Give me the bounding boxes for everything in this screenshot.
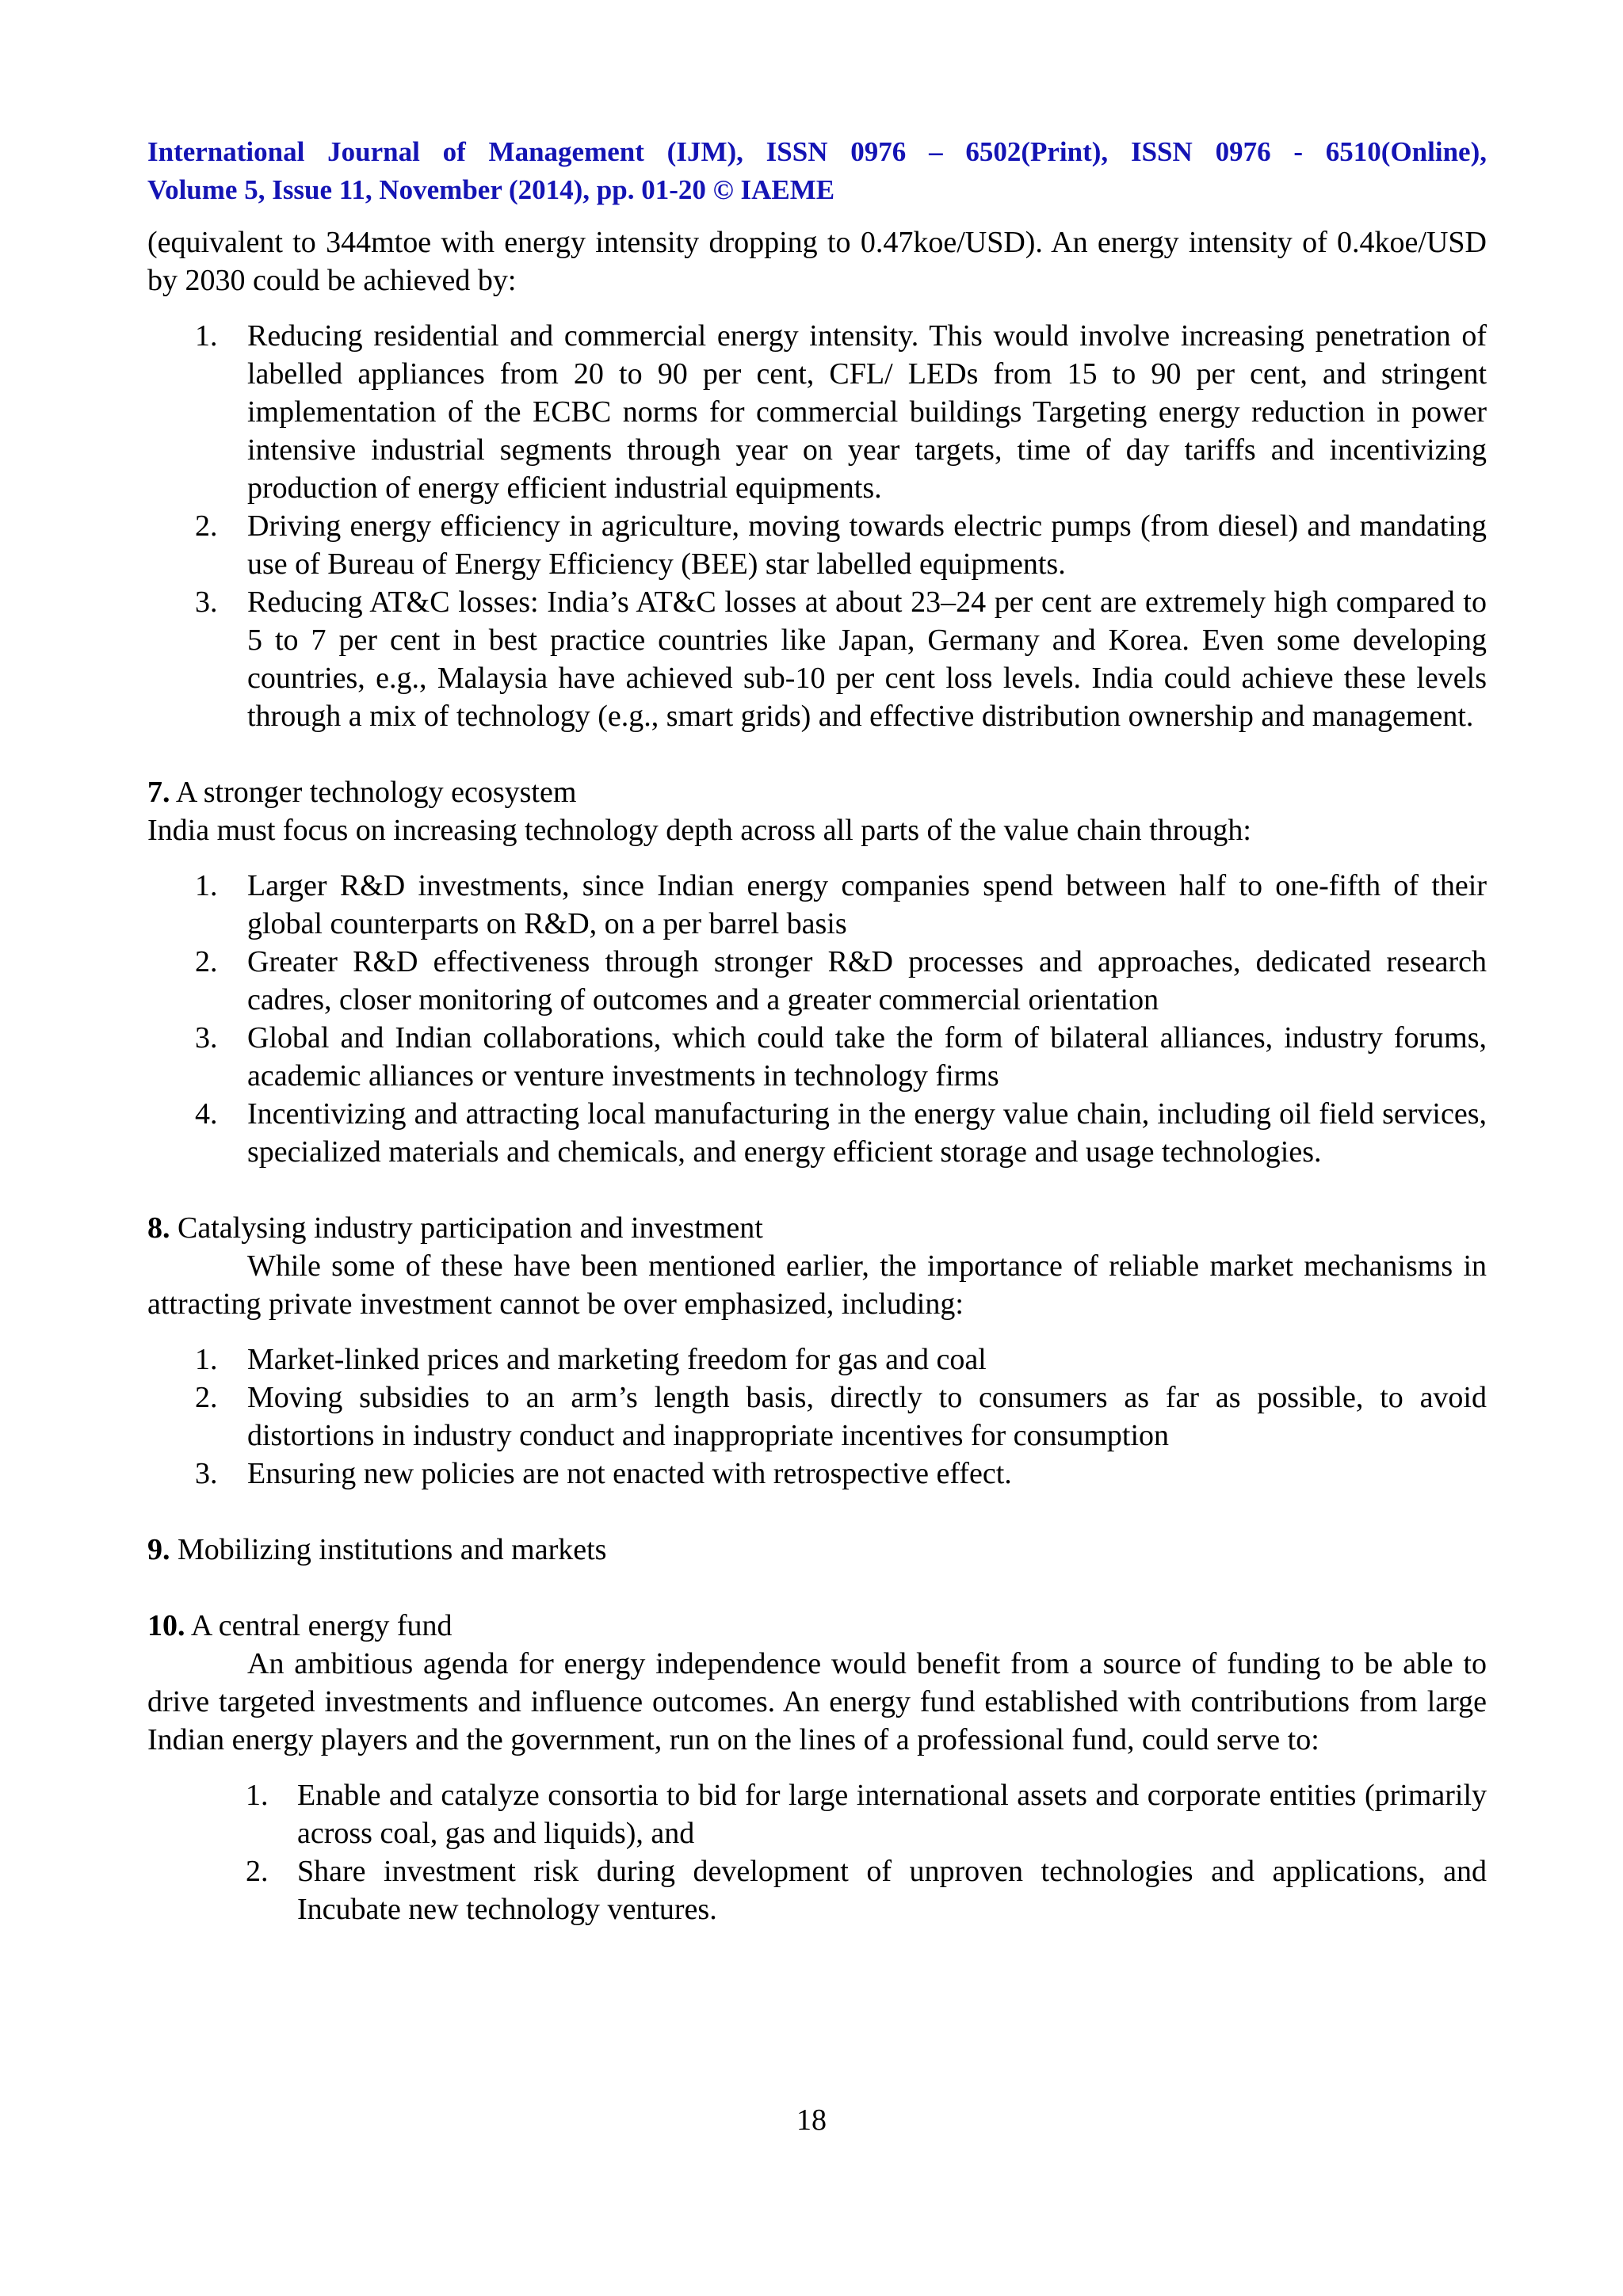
page-number: 18 [796,2103,827,2137]
list-item-text: Market-linked prices and marketing freedom for gas and coal [247,1343,987,1376]
section-8-number: 8. [147,1211,170,1245]
list-item [147,1019,1487,1095]
list-item-text: Incentivizing and attracting local manufacturing in the energy value chain, including oil field services, specialized materials and chemicals, and energy efficient storage and usage technologies. [247,1097,1487,1169]
section-8-list [147,1341,1487,1493]
list-item [147,1455,1487,1493]
list-item-number: 2. [195,945,218,978]
section-10-title: A central energy fund [185,1609,453,1642]
section-7-number: 7. [147,776,170,809]
list-item-number: 4. [195,1097,218,1131]
list-item-number: 3. [195,585,218,619]
list-item-text: Greater R&D effectiveness through stronger R&D processes and approaches, dedicated research cadres, closer monitoring of outcomes and a greater commercial orientation [247,945,1487,1016]
list-item-text: Driving energy efficiency in agriculture, moving towards electric pumps (from diesel) and mandating use of Bureau of Energy Efficiency (BEE) star labelled equipments. [247,509,1487,581]
list-item-number: 3. [195,1457,218,1490]
journal-header-line-1: International Journal of Management (IJM), ISSN 0976 – 6502(Print), ISSN 0976 - 6510(Online), [147,136,1487,167]
section-10-heading [147,1607,1487,1645]
list-item-text: Reducing residential and commercial energy intensity. This would involve increasing penetration of labelled appliances from 20 to 90 per cent, CFL/ LEDs from 15 to 90 per cent, and stringent implementation of the ECBC norms for commercial buildings Targeting energy reduction in power intensive industrial segments through year on year targets, time of day tariffs and incentivizing production of energy efficient industrial equipments. [247,319,1487,505]
section-7-heading [147,773,1487,811]
list-item-text: Ensuring new policies are not enacted with retrospective effect. [247,1457,1012,1490]
list-item [147,507,1487,583]
journal-header-line-2: Volume 5, Issue 11, November (2014), pp. 01-20 © IAEME [147,174,835,205]
list-item-number: 2. [246,1855,269,1888]
intro-list [147,317,1487,735]
list-item [147,1379,1487,1455]
list-item-number: 3. [195,1021,218,1055]
list-item [147,583,1487,735]
page-body [147,133,1487,1928]
list-item-number: 1. [195,319,218,353]
list-item-number: 1. [195,869,218,902]
list-item [147,1095,1487,1171]
section-7-list [147,867,1487,1171]
section-8-heading [147,1209,1487,1247]
section-9-title: Mobilizing institutions and markets [170,1533,607,1566]
section-8-paragraph: While some of these have been mentioned earlier, the importance of reliable market mechanisms in attracting private investment cannot be over emphasized, including: [147,1249,1487,1321]
list-item [147,1852,1487,1928]
list-item [147,943,1487,1019]
section-8-title: Catalysing industry participation and investment [170,1211,763,1245]
list-item-number: 2. [195,1381,218,1414]
list-item-number: 1. [246,1779,269,1812]
list-item-text: Enable and catalyze consortia to bid for large international assets and corporate entities (primarily across coal, gas and liquids), and [297,1779,1487,1850]
section-10-paragraph: An ambitious agenda for energy independence would benefit from a source of funding to be able to drive targeted investments and influence outcomes. An energy fund established with contributions from large Indian energy players and the government, run on the lines of a professional fund, could serve to: [147,1647,1487,1756]
list-item [147,1341,1487,1379]
list-item [147,317,1487,507]
list-item-text: Share investment risk during development of unproven technologies and applications, and Incubate new technology ventures. [297,1855,1487,1926]
list-item-number: 2. [195,509,218,543]
list-item-text: Reducing AT&C losses: India’s AT&C losses at about 23–24 per cent are extremely high compared to 5 to 7 per cent in best practice countries like Japan, Germany and Korea. Even some developing countries, e.g., Malaysia have achieved sub-10 per cent loss levels. India could achieve these levels through a mix of technology (e.g., smart grids) and effective distribution ownership and management. [247,585,1487,733]
list-item [147,867,1487,943]
intro-paragraph: (equivalent to 344mtoe with energy intensity dropping to 0.47koe/USD). An energy intensity of 0.4koe/USD by 2030 could be achieved by: [147,226,1487,297]
journal-header [147,133,1487,209]
list-item-number: 1. [195,1343,218,1376]
section-7-paragraph: India must focus on increasing technology depth across all parts of the value chain through: [147,814,1251,847]
section-9-number: 9. [147,1533,170,1566]
list-item-text: Moving subsidies to an arm’s length basis, directly to consumers as far as possible, to avoid distortions in industry conduct and inappropriate incentives for consumption [247,1381,1487,1452]
section-10-list [147,1776,1487,1928]
list-item-text: Larger R&D investments, since Indian energy companies spend between half to one-fifth of their global counterparts on R&D, on a per barrel basis [247,869,1487,940]
section-7-title: A stronger technology ecosystem [170,776,577,809]
section-9-heading [147,1531,1487,1569]
list-item [147,1776,1487,1852]
list-item-text: Global and Indian collaborations, which could take the form of bilateral alliances, industry forums, academic alliances or venture investments in technology firms [247,1021,1487,1093]
section-10-number: 10. [147,1609,185,1642]
